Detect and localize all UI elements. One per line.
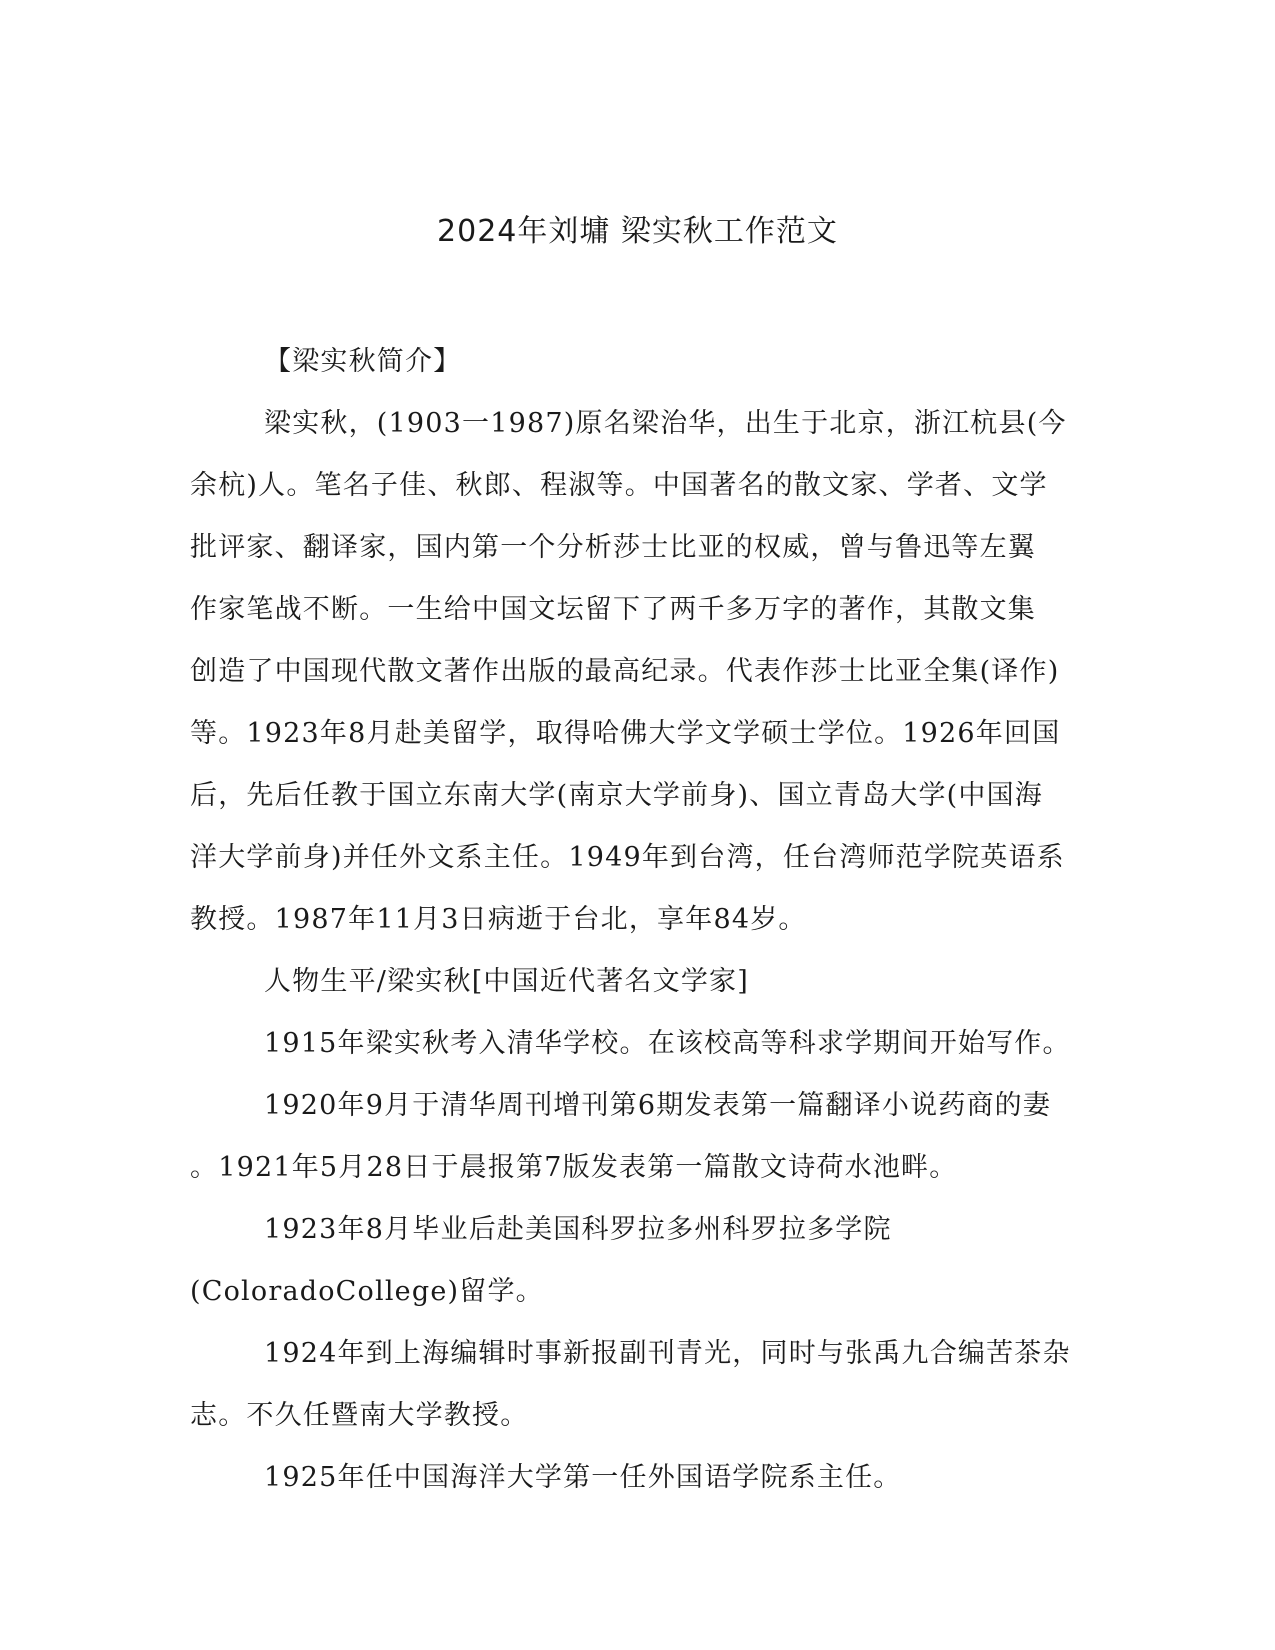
section-heading: 【梁实秋简介】 xyxy=(264,346,462,377)
paragraph-line: 批评家、翻译家，国内第一个分析莎士比亚的权威，曾与鲁迅等左翼 xyxy=(190,532,1036,563)
paragraph-line: 1923年8月毕业后赴美国科罗拉多州科罗拉多学院 xyxy=(264,1214,892,1245)
document-body xyxy=(190,331,1085,1509)
paragraph-line: 1920年9月于清华周刊增刊第6期发表第一篇翻译小说药商的妻 xyxy=(264,1090,1052,1121)
paragraph-line: 1925年任中国海洋大学第一任外国语学院系主任。 xyxy=(264,1462,902,1493)
paragraph-line: (ColoradoCollege)留学。 xyxy=(190,1276,544,1307)
paragraph-line: 等。1923年8月赴美留学，取得哈佛大学文学硕士学位。1926年回国 xyxy=(190,718,1061,749)
paragraph-line: 教授。1987年11月3日病逝于台北，享年84岁。 xyxy=(190,904,807,935)
paragraph-line: 作家笔战不断。一生给中国文坛留下了两千多万字的著作，其散文集 xyxy=(190,594,1036,625)
paragraph-line: 梁实秋，(1903一1987)原名梁治华，出生于北京，浙江杭县(今 xyxy=(264,408,1067,439)
document-title: 2024年刘墉 梁实秋工作范文 xyxy=(437,214,838,249)
paragraph-line: 洋大学前身)并任外文系主任。1949年到台湾，任台湾师范学院英语系 xyxy=(190,842,1065,873)
section-heading: 人物生平/梁实秋[中国近代著名文学家] xyxy=(264,966,749,997)
paragraph-line: 志。不久任暨南大学教授。 xyxy=(190,1400,529,1431)
paragraph-line: 。1921年5月28日于晨报第7版发表第一篇散文诗荷水池畔。 xyxy=(190,1152,958,1183)
paragraph-line: 后，先后任教于国立东南大学(南京大学前身)、国立青岛大学(中国海 xyxy=(190,780,1043,811)
paragraph-line: 1915年梁实秋考入清华学校。在该校高等科求学期间开始写作。 xyxy=(264,1028,1071,1059)
paragraph-line: 创造了中国现代散文著作出版的最高纪录。代表作莎士比亚全集(译作) xyxy=(190,656,1060,687)
paragraph-line: 余杭)人。笔名子佳、秋郎、程淑等。中国著名的散文家、学者、文学 xyxy=(190,470,1048,501)
paragraph-line: 1924年到上海编辑时事新报副刊青光，同时与张禹九合编苦茶杂 xyxy=(264,1338,1071,1369)
